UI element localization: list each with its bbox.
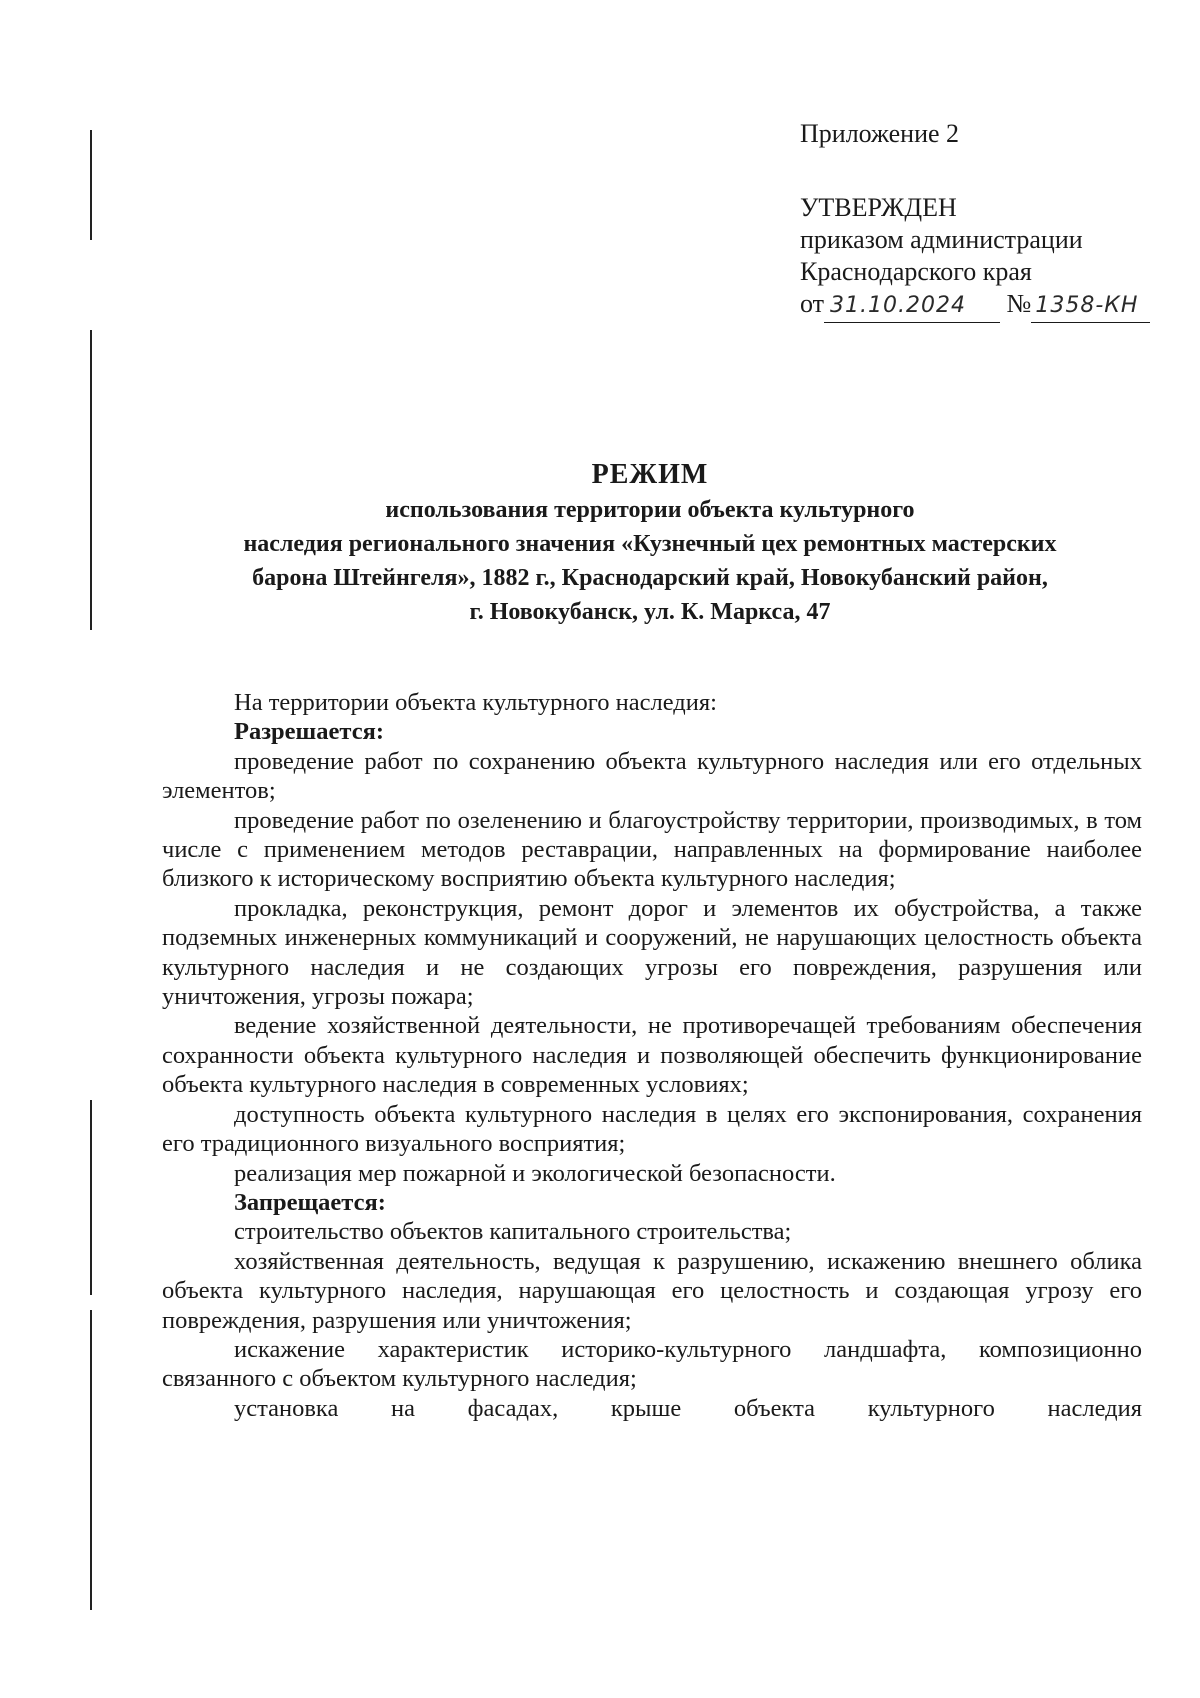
approved-label: УТВЕРЖДЕН: [800, 193, 957, 222]
allowed-item: прокладка, реконструкция, ремонт дорог и элементов их обустройства, а также подземных инженерных коммуникаций и сооружений, не нарушающих целостность объекта культурного наследия и не создающих угрозы его повреждения, разрушения или уничтожения, угрозы пожара;: [162, 894, 1142, 1011]
appendix-label: Приложение 2: [800, 119, 960, 148]
title-heading: РЕЖИМ: [591, 459, 709, 490]
document-title: [160, 458, 1140, 628]
number-label: №: [1006, 289, 1032, 318]
intro-paragraph: На территории объекта культурного наследия:: [234, 689, 717, 716]
order-date-handwritten: 31.10.2024: [830, 293, 966, 318]
scan-edge-mark: [90, 130, 92, 240]
forbidden-item: установка на фасадах, крыше объекта культурного наследия: [234, 1394, 1142, 1422]
title-line: использования территории объекта культурного: [385, 497, 915, 523]
document-body: [162, 688, 1142, 1423]
scan-edge-mark: [90, 330, 92, 630]
forbidden-item: искажение характеристик историко-культурного ландшафта, композиционно связанного с объектом культурного наследия;: [162, 1335, 1142, 1393]
scan-edge-mark: [90, 1310, 92, 1610]
region-label: Краснодарского края: [800, 257, 1032, 286]
allowed-item: реализация мер пожарной и экологической безопасности.: [234, 1159, 836, 1187]
allowed-item: ведение хозяйственной деятельности, не противоречащей требованиям обеспечения сохранности объекта культурного наследия и позволяющей обеспечить функционирование объекта культурного наследия в современных условиях;: [162, 1012, 1142, 1099]
order-date-number: [800, 288, 1150, 323]
forbidden-item: хозяйственная деятельность, ведущая к разрушению, искажению внешнего облика объекта культурного наследия, нарушающая его целостность и создающая угрозу его повреждения, разрушения или уничтожения;: [162, 1247, 1142, 1334]
order-number-field: [1031, 288, 1150, 323]
allowed-item: доступность объекта культурного наследия в целях его экспонирования, сохранения его традиционного визуального восприятия;: [162, 1100, 1142, 1158]
order-number-handwritten: 1358-КН: [1035, 293, 1139, 318]
allowed-item: проведение работ по озеленению и благоустройству территории, производимых, в том числе с применением методов реставрации, направленных на формирование наиболее близкого к историческому восприятию объекта культурного наследия;: [162, 806, 1142, 893]
order-date-field: [824, 288, 1000, 323]
forbidden-item: строительство объектов капитального строительства;: [234, 1218, 792, 1246]
title-line: барона Штейнгеля», 1882 г., Краснодарский край, Новокубанский район,: [252, 565, 1048, 591]
from-label: от: [800, 289, 825, 318]
allowed-heading: Разрешается:: [234, 718, 384, 746]
forbidden-heading: Запрещается:: [234, 1188, 386, 1216]
allowed-item: проведение работ по сохранению объекта культурного наследия или его отдельных элементов;: [162, 747, 1142, 805]
title-line: г. Новокубанск, ул. К. Маркса, 47: [469, 599, 831, 625]
order-label: приказом администрации: [800, 225, 1083, 254]
title-line: наследия регионального значения «Кузнечный цех ремонтных мастерских: [243, 531, 1057, 557]
approval-block: [800, 118, 1150, 323]
scan-edge-mark: [90, 1100, 92, 1295]
